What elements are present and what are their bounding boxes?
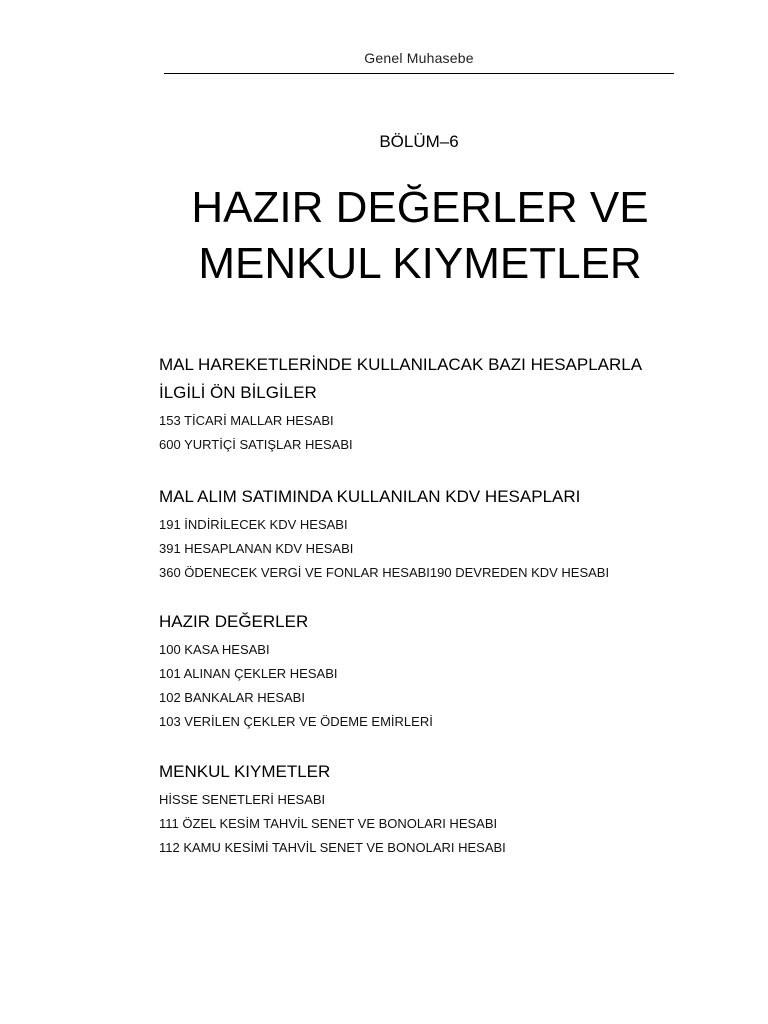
header-divider — [164, 73, 674, 74]
chapter-label: BÖLÜM–6 — [379, 132, 459, 151]
account-item: 112 KAMU KESİMİ TAHVİL SENET VE BONOLARI HESABI — [159, 840, 506, 855]
section-mal-hareketleri — [159, 351, 699, 457]
section-heading-line-2: İLGİLİ ÖN BİLGİLER — [159, 383, 317, 402]
account-item: 103 VERİLEN ÇEKLER VE ÖDEME EMİRLERİ — [159, 714, 433, 729]
section-heading: MAL ALIM SATIMINDA KULLANILAN KDV HESAPLARI — [159, 487, 581, 506]
account-item: 100 KASA HESABI — [159, 642, 270, 657]
section-heading: HAZIR DEĞERLER — [159, 612, 309, 631]
running-header: Genel Muhasebe — [364, 50, 474, 66]
account-item: 111 ÖZEL KESİM TAHVİL SENET VE BONOLARI HESABI — [159, 816, 498, 831]
account-item: 360 ÖDENECEK VERGİ VE FONLAR HESABI190 DEVREDEN KDV HESABI — [159, 565, 610, 580]
chapter-title-line-1: HAZIR DEĞERLER VE — [191, 183, 649, 232]
section-heading: MENKUL KIYMETLER — [159, 762, 331, 781]
account-item: 101 ALINAN ÇEKLER HESABI — [159, 666, 338, 681]
chapter-title — [140, 180, 700, 292]
section-menkul-kiymetler — [159, 758, 699, 860]
account-item: 153 TİCARİ MALLAR HESABI — [159, 413, 334, 428]
section-kdv-hesaplari — [159, 483, 699, 585]
section-heading-line-1: MAL HAREKETLERİNDE KULLANILACAK BAZI HESAPLARLA — [159, 355, 643, 374]
account-item: 102 BANKALAR HESABI — [159, 690, 305, 705]
section-hazir-degerler — [159, 608, 699, 734]
section-heading — [159, 351, 699, 407]
account-item: HİSSE SENETLERİ HESABI — [159, 792, 326, 807]
account-item: 600 YURTİÇİ SATIŞLAR HESABI — [159, 437, 353, 452]
account-item: 191 İNDİRİLECEK KDV HESABI — [159, 517, 348, 532]
account-item: 391 HESAPLANAN KDV HESABI — [159, 541, 354, 556]
chapter-title-line-2: MENKUL KIYMETLER — [198, 239, 642, 288]
